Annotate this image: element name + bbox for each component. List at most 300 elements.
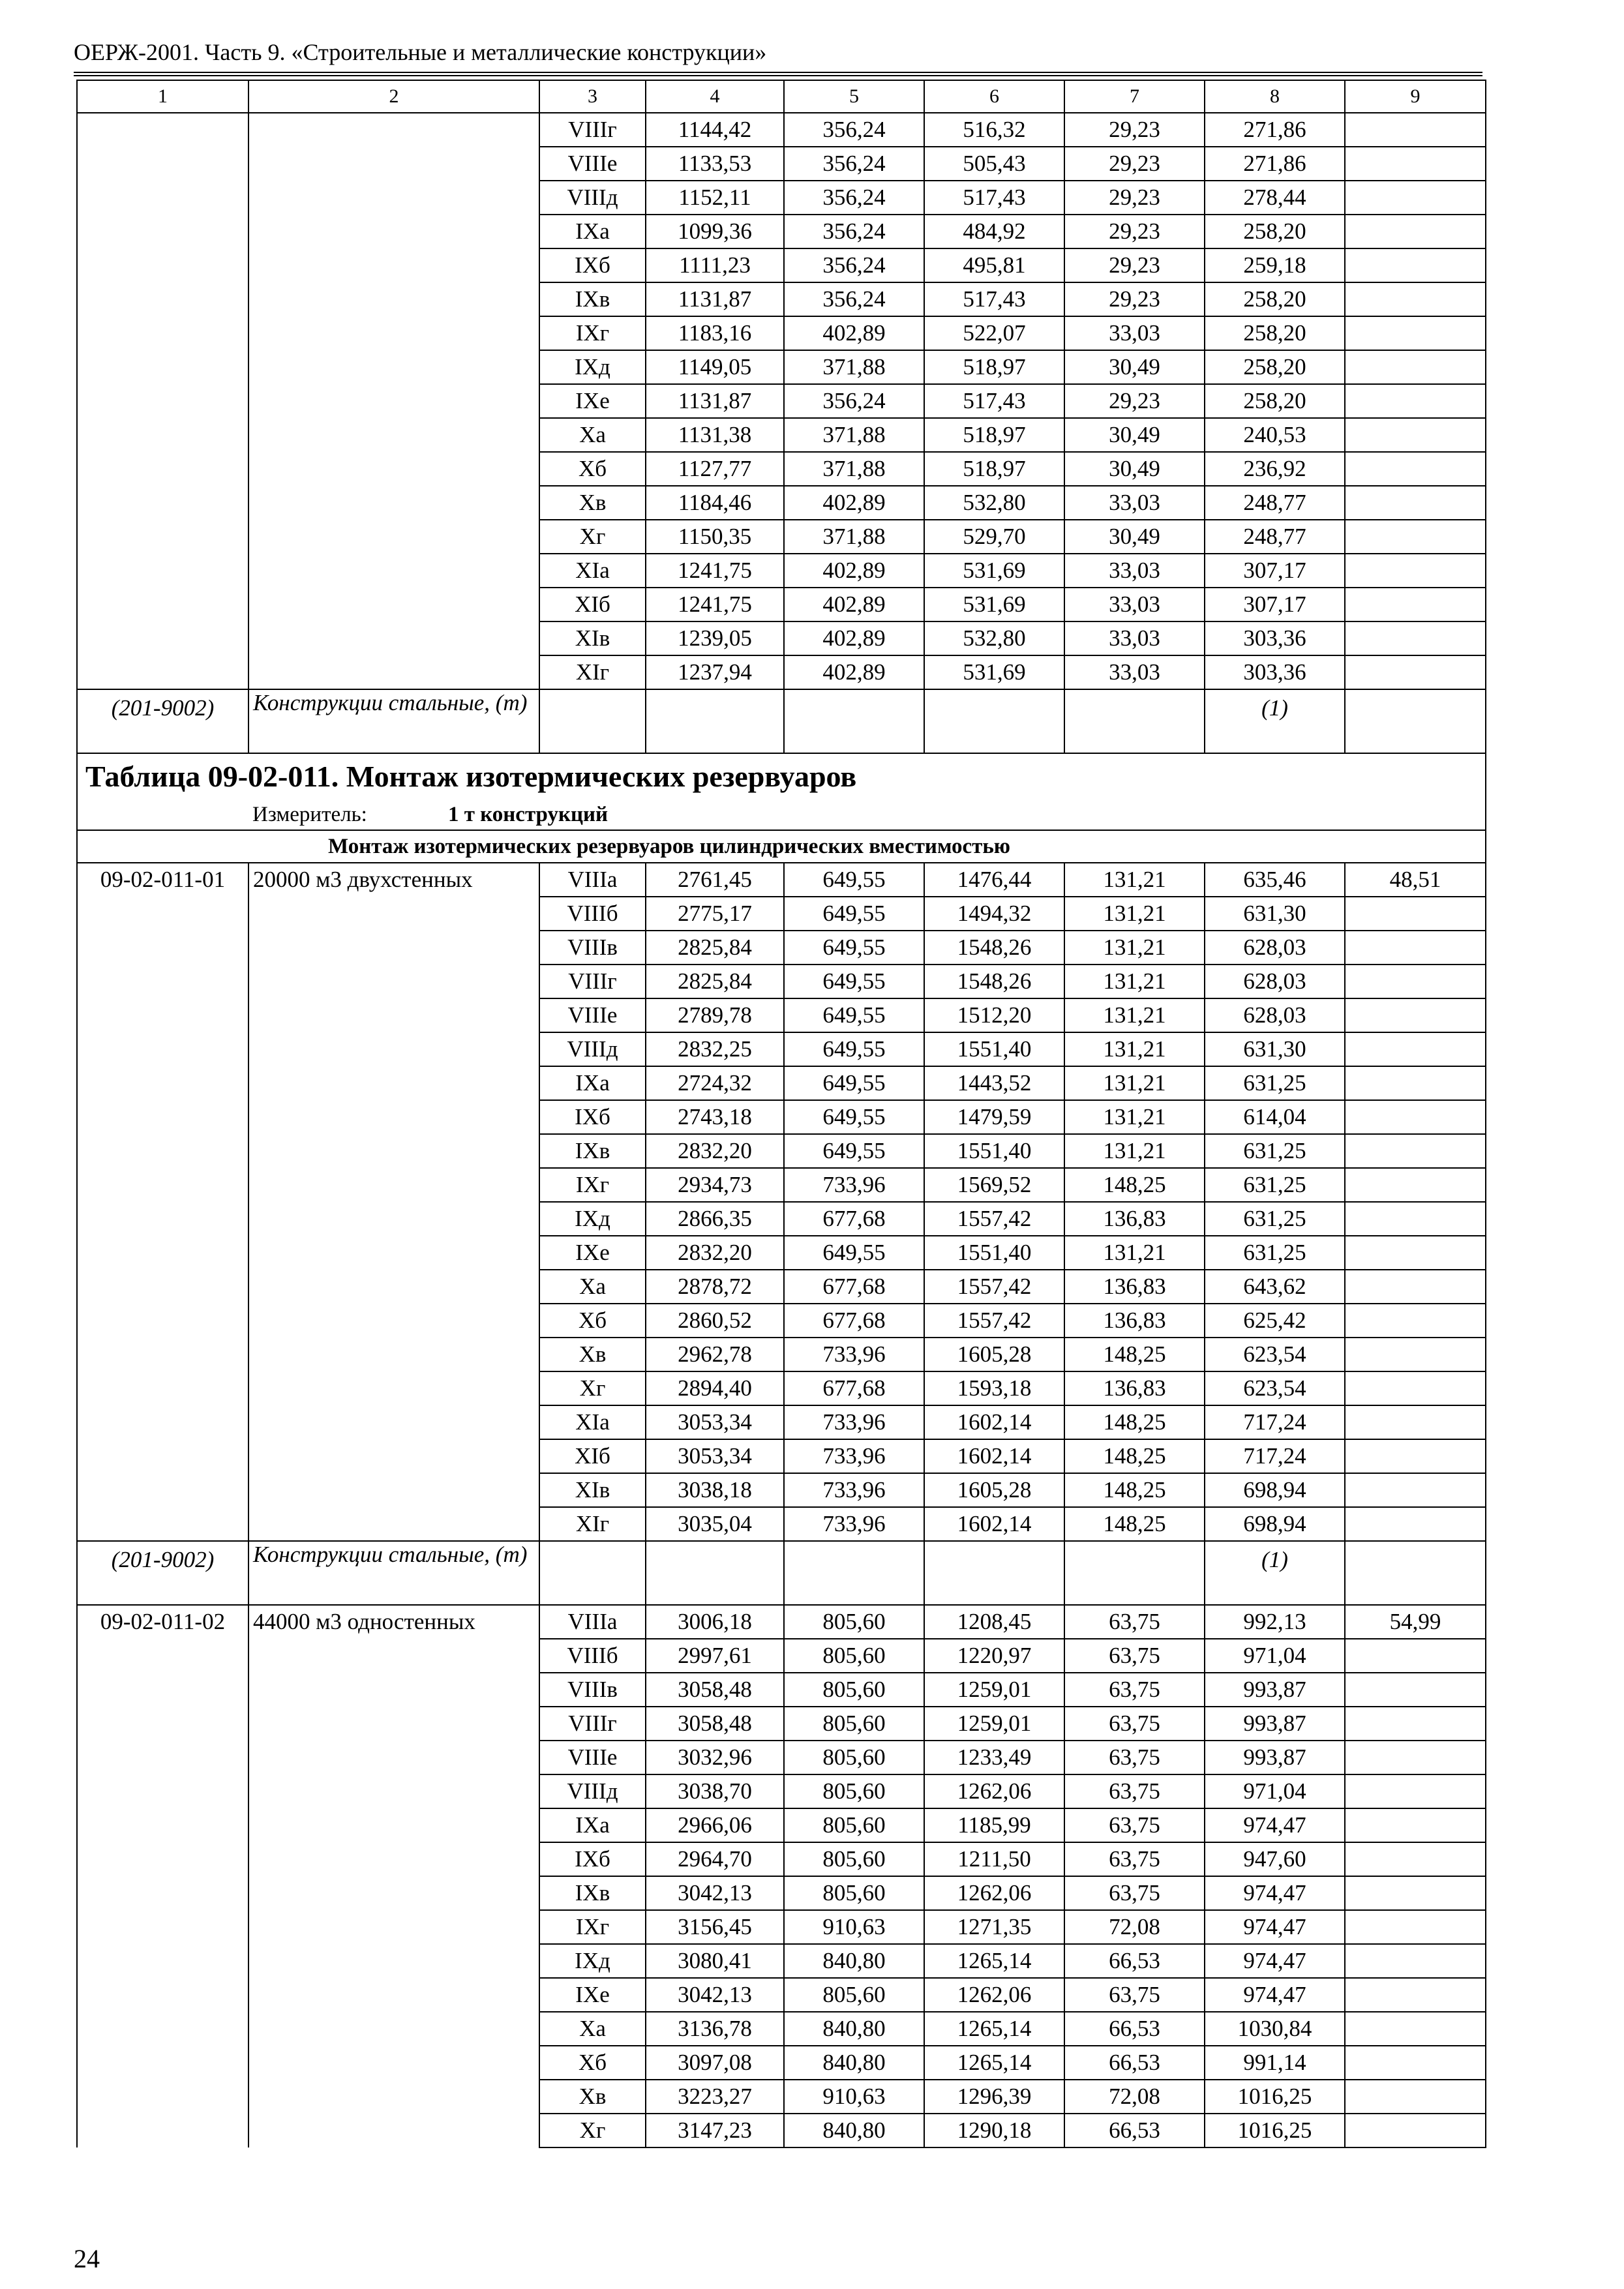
empty-cell <box>1345 1202 1486 1236</box>
rate-cell: 1265,14 <box>924 2012 1064 2046</box>
rate-cell: 66,53 <box>1064 2012 1205 2046</box>
rate-cell: 29,23 <box>1064 248 1205 282</box>
rate-cell: 974,47 <box>1205 1876 1345 1910</box>
rate-cell: 1557,42 <box>924 1202 1064 1236</box>
empty-cell <box>1345 897 1486 931</box>
rate-cell: 635,46 <box>1205 863 1345 897</box>
empty-cell <box>1345 1473 1486 1507</box>
empty-cell <box>1345 1876 1486 1910</box>
table-row <box>77 554 1486 588</box>
table-row <box>77 113 1486 147</box>
rate-cell: 136,83 <box>1064 1270 1205 1304</box>
table-row <box>77 1876 1486 1910</box>
empty-cell <box>1345 1707 1486 1741</box>
rate-cell: 33,03 <box>1064 588 1205 621</box>
empty-cell <box>1345 1944 1486 1978</box>
table-row <box>77 655 1486 689</box>
rate-cell: 1220,97 <box>924 1639 1064 1673</box>
rate-cell: 1296,39 <box>924 2080 1064 2114</box>
rate-cell: 631,25 <box>1205 1202 1345 1236</box>
empty-cell <box>248 1066 539 1100</box>
table-row <box>77 452 1486 486</box>
labor-cost-cell: 48,51 <box>1345 863 1486 897</box>
rate-cell: 148,25 <box>1064 1473 1205 1507</box>
rate-cell: Xв <box>539 2080 646 2114</box>
empty-cell <box>1345 384 1486 418</box>
empty-cell <box>1345 113 1486 147</box>
rate-cell: 1605,28 <box>924 1338 1064 1371</box>
empty-cell <box>248 588 539 621</box>
rate-cell: 3058,48 <box>646 1707 784 1741</box>
rate-cell: 643,62 <box>1205 1270 1345 1304</box>
resource-code: (201-9002) <box>77 689 248 753</box>
rate-cell: 649,55 <box>784 998 924 1032</box>
rate-cell: 371,88 <box>784 350 924 384</box>
empty-cell <box>77 1236 248 1270</box>
rate-cell: 2966,06 <box>646 1808 784 1842</box>
empty-cell <box>784 1541 924 1605</box>
rate-cell: XIб <box>539 1439 646 1473</box>
rate-cell: 2825,84 <box>646 965 784 998</box>
rate-cell: 805,60 <box>784 1808 924 1842</box>
rate-cell: 1262,06 <box>924 1978 1064 2012</box>
rate-cell: 733,96 <box>784 1473 924 1507</box>
table-row <box>77 1032 1486 1066</box>
empty-cell <box>539 1541 646 1605</box>
resource-name: Конструкции стальные, (т) <box>248 1541 539 1605</box>
empty-cell <box>248 1741 539 1774</box>
empty-cell <box>77 316 248 350</box>
rate-cell: 3006,18 <box>646 1605 784 1639</box>
rate-cell: 148,25 <box>1064 1405 1205 1439</box>
table-row <box>77 1371 1486 1405</box>
table-row <box>77 863 1486 897</box>
empty-cell <box>1345 1236 1486 1270</box>
column-number: 5 <box>784 80 924 113</box>
rate-cell: VIIIе <box>539 147 646 181</box>
empty-cell <box>248 2046 539 2080</box>
empty-cell <box>248 1944 539 1978</box>
empty-cell <box>1345 2080 1486 2114</box>
rate-cell: 72,08 <box>1064 2080 1205 2114</box>
rate-cell: 278,44 <box>1205 181 1345 215</box>
empty-cell <box>248 1405 539 1439</box>
rate-cell: 1494,32 <box>924 897 1064 931</box>
rate-cell: 974,47 <box>1205 1978 1345 2012</box>
table-row <box>77 1439 1486 1473</box>
empty-cell <box>77 1808 248 1842</box>
column-number-row <box>77 80 1486 113</box>
empty-cell <box>248 1304 539 1338</box>
rate-cell: XIа <box>539 1405 646 1439</box>
rate-cell: VIIIе <box>539 998 646 1032</box>
rate-cell: 1512,20 <box>924 998 1064 1032</box>
unit-value: 1 т конструкций <box>448 803 609 826</box>
rate-cell: 631,30 <box>1205 1032 1345 1066</box>
resource-row <box>77 1541 1486 1605</box>
rate-cell: 258,20 <box>1205 282 1345 316</box>
table-row <box>77 1473 1486 1507</box>
rate-cell: 484,92 <box>924 215 1064 248</box>
rate-cell: 518,97 <box>924 452 1064 486</box>
rate-cell: 3097,08 <box>646 2046 784 2080</box>
empty-cell <box>1345 1639 1486 1673</box>
table-row <box>77 965 1486 998</box>
rate-cell: 30,49 <box>1064 452 1205 486</box>
rate-cell: 259,18 <box>1205 248 1345 282</box>
rate-cell: 991,14 <box>1205 2046 1345 2080</box>
rate-cell: 805,60 <box>784 1842 924 1876</box>
table-row <box>77 1774 1486 1808</box>
empty-cell <box>248 1707 539 1741</box>
empty-cell <box>77 1270 248 1304</box>
rate-cell: 356,24 <box>784 181 924 215</box>
table-row <box>77 1066 1486 1100</box>
empty-cell <box>77 1673 248 1707</box>
empty-cell <box>77 2046 248 2080</box>
rate-cell: 63,75 <box>1064 1707 1205 1741</box>
empty-cell <box>77 1338 248 1371</box>
rate-cell: 993,87 <box>1205 1707 1345 1741</box>
rate-cell: 1152,11 <box>646 181 784 215</box>
rate-cell: 1265,14 <box>924 1944 1064 1978</box>
rate-cell: 131,21 <box>1064 965 1205 998</box>
empty-cell <box>1345 1842 1486 1876</box>
empty-cell <box>77 1741 248 1774</box>
rate-cell: 947,60 <box>1205 1842 1345 1876</box>
column-number: 6 <box>924 80 1064 113</box>
rate-cell: 531,69 <box>924 588 1064 621</box>
empty-cell <box>77 2012 248 2046</box>
rate-cell: 63,75 <box>1064 1774 1205 1808</box>
rate-cell: 63,75 <box>1064 1673 1205 1707</box>
table-row <box>77 897 1486 931</box>
rate-cell: 805,60 <box>784 1741 924 1774</box>
header-rule <box>74 72 1482 76</box>
empty-cell <box>77 1507 248 1541</box>
rate-cell: 649,55 <box>784 1032 924 1066</box>
rate-cell: 993,87 <box>1205 1673 1345 1707</box>
rate-cell: Xг <box>539 1371 646 1405</box>
rate-cell: 2832,20 <box>646 1236 784 1270</box>
item-name: 20000 м3 двухстенных <box>248 863 539 897</box>
rate-cell: 1265,14 <box>924 2046 1064 2080</box>
rate-cell: 505,43 <box>924 147 1064 181</box>
rate-cell: 717,24 <box>1205 1439 1345 1473</box>
empty-cell <box>248 621 539 655</box>
rate-cell: 517,43 <box>924 384 1064 418</box>
column-number: 4 <box>646 80 784 113</box>
rate-cell: 356,24 <box>784 248 924 282</box>
rate-cell: 258,20 <box>1205 350 1345 384</box>
resource-row <box>77 689 1486 753</box>
empty-cell <box>77 1944 248 1978</box>
rate-cell: 805,60 <box>784 1707 924 1741</box>
rate-cell: 303,36 <box>1205 655 1345 689</box>
rate-cell: 2878,72 <box>646 1270 784 1304</box>
empty-cell <box>248 1338 539 1371</box>
rate-cell: 1602,14 <box>924 1439 1064 1473</box>
rate-cell: 1144,42 <box>646 113 784 147</box>
empty-cell <box>77 1910 248 1944</box>
empty-cell <box>77 1134 248 1168</box>
empty-cell <box>77 897 248 931</box>
empty-cell <box>1345 2012 1486 2046</box>
empty-cell <box>77 1439 248 1473</box>
rate-cell: 3147,23 <box>646 2114 784 2147</box>
rate-cell: 910,63 <box>784 1910 924 1944</box>
table-row <box>77 1910 1486 1944</box>
rate-cell: 1557,42 <box>924 1270 1064 1304</box>
table-row <box>77 418 1486 452</box>
rate-cell: 1208,45 <box>924 1605 1064 1639</box>
rate-cell: 258,20 <box>1205 316 1345 350</box>
table-row <box>77 1236 1486 1270</box>
empty-cell <box>1345 655 1486 689</box>
column-number: 7 <box>1064 80 1205 113</box>
rate-cell: 649,55 <box>784 1134 924 1168</box>
rate-cell: 1259,01 <box>924 1707 1064 1741</box>
rate-cell: 131,21 <box>1064 1066 1205 1100</box>
rate-cell: 1548,26 <box>924 931 1064 965</box>
table-row <box>77 316 1486 350</box>
empty-cell <box>1345 1673 1486 1707</box>
empty-cell <box>77 486 248 520</box>
table-row <box>77 1639 1486 1673</box>
empty-cell <box>248 147 539 181</box>
rate-cell: 649,55 <box>784 897 924 931</box>
rate-cell: 623,54 <box>1205 1338 1345 1371</box>
rate-cell: 3035,04 <box>646 1507 784 1541</box>
empty-cell <box>248 554 539 588</box>
rates-table <box>76 80 1486 2148</box>
rate-cell: 1551,40 <box>924 1236 1064 1270</box>
rate-cell: 649,55 <box>784 965 924 998</box>
rate-cell: 1241,75 <box>646 554 784 588</box>
rate-cell: 66,53 <box>1064 2046 1205 2080</box>
rate-cell: 733,96 <box>784 1439 924 1473</box>
rate-cell: 131,21 <box>1064 897 1205 931</box>
rate-cell: VIIIд <box>539 181 646 215</box>
rate-cell: 402,89 <box>784 588 924 621</box>
empty-cell <box>248 248 539 282</box>
table-row <box>77 2046 1486 2080</box>
empty-cell <box>1345 621 1486 655</box>
rate-cell: Xг <box>539 2114 646 2147</box>
rate-cell: 3038,70 <box>646 1774 784 1808</box>
empty-cell <box>77 113 248 147</box>
empty-cell <box>77 384 248 418</box>
rate-cell: VIIIд <box>539 1032 646 1066</box>
rate-cell: 356,24 <box>784 384 924 418</box>
rate-cell: 1131,87 <box>646 384 784 418</box>
rate-cell: 522,07 <box>924 316 1064 350</box>
rate-cell: 805,60 <box>784 1605 924 1639</box>
rate-cell: 733,96 <box>784 1338 924 1371</box>
table-row <box>77 181 1486 215</box>
rate-cell: VIIIб <box>539 897 646 931</box>
rate-cell: 974,47 <box>1205 1808 1345 1842</box>
empty-cell <box>248 897 539 931</box>
rate-cell: 1211,50 <box>924 1842 1064 1876</box>
rate-cell: 1099,36 <box>646 215 784 248</box>
empty-cell <box>1345 1439 1486 1473</box>
empty-cell <box>248 350 539 384</box>
rate-cell: 517,43 <box>924 282 1064 316</box>
rate-cell: Xа <box>539 418 646 452</box>
empty-cell <box>77 350 248 384</box>
rate-cell: VIIIе <box>539 1741 646 1774</box>
empty-cell <box>248 181 539 215</box>
rate-cell: 63,75 <box>1064 1605 1205 1639</box>
rate-cell: 2894,40 <box>646 1371 784 1405</box>
rate-cell: 1479,59 <box>924 1100 1064 1134</box>
rate-cell: 3053,34 <box>646 1405 784 1439</box>
rate-cell: 72,08 <box>1064 1910 1205 1944</box>
empty-cell <box>77 520 248 554</box>
empty-cell <box>1345 1978 1486 2012</box>
empty-cell <box>1345 1304 1486 1338</box>
empty-cell <box>77 1371 248 1405</box>
rate-cell: IXв <box>539 1134 646 1168</box>
table-row <box>77 931 1486 965</box>
rate-cell: 532,80 <box>924 621 1064 655</box>
rate-cell: 1030,84 <box>1205 2012 1345 2046</box>
table-row <box>77 2114 1486 2147</box>
rate-cell: 805,60 <box>784 1673 924 1707</box>
rate-cell: 2743,18 <box>646 1100 784 1134</box>
rate-cell: 1290,18 <box>924 2114 1064 2147</box>
empty-cell <box>1345 215 1486 248</box>
table-row <box>77 1405 1486 1439</box>
empty-cell <box>248 1808 539 1842</box>
rate-cell: 3042,13 <box>646 1876 784 1910</box>
resource-quantity: (1) <box>1205 689 1345 753</box>
rate-cell: 148,25 <box>1064 1439 1205 1473</box>
empty-cell <box>1064 1541 1205 1605</box>
empty-cell <box>1345 1541 1486 1605</box>
rate-cell: 1443,52 <box>924 1066 1064 1100</box>
empty-cell <box>77 1100 248 1134</box>
rate-cell: 974,47 <box>1205 1944 1345 1978</box>
table-row <box>77 1168 1486 1202</box>
rate-cell: IXд <box>539 1944 646 1978</box>
rate-cell: 1149,05 <box>646 350 784 384</box>
empty-cell <box>1345 486 1486 520</box>
table-row <box>77 215 1486 248</box>
rate-cell: 29,23 <box>1064 282 1205 316</box>
rate-cell: XIб <box>539 588 646 621</box>
empty-cell <box>77 965 248 998</box>
rate-cell: 677,68 <box>784 1304 924 1338</box>
rate-cell: 631,30 <box>1205 897 1345 931</box>
rate-cell: IXб <box>539 248 646 282</box>
rate-cell: 628,03 <box>1205 965 1345 998</box>
empty-cell <box>248 486 539 520</box>
rate-cell: IXг <box>539 1910 646 1944</box>
rate-cell: 131,21 <box>1064 863 1205 897</box>
rate-cell: 698,94 <box>1205 1507 1345 1541</box>
empty-cell <box>248 965 539 998</box>
empty-cell <box>1345 1741 1486 1774</box>
column-number: 8 <box>1205 80 1345 113</box>
empty-cell <box>248 316 539 350</box>
table-row <box>77 1842 1486 1876</box>
rate-cell: Xа <box>539 1270 646 1304</box>
item-name: 44000 м3 одностенных <box>248 1605 539 1639</box>
rate-cell: 3042,13 <box>646 1978 784 2012</box>
rate-cell: 517,43 <box>924 181 1064 215</box>
rate-cell: 971,04 <box>1205 1774 1345 1808</box>
rate-cell: 649,55 <box>784 931 924 965</box>
empty-cell <box>248 1439 539 1473</box>
empty-cell <box>77 1202 248 1236</box>
empty-cell <box>248 2080 539 2114</box>
empty-cell <box>1345 998 1486 1032</box>
rate-cell: XIв <box>539 621 646 655</box>
rate-cell: VIIIд <box>539 1774 646 1808</box>
rate-cell: 131,21 <box>1064 1032 1205 1066</box>
empty-cell <box>248 1202 539 1236</box>
rate-cell: XIг <box>539 655 646 689</box>
rate-cell: 3038,18 <box>646 1473 784 1507</box>
rate-cell: 805,60 <box>784 1876 924 1910</box>
rate-cell: 677,68 <box>784 1202 924 1236</box>
table-row <box>77 1304 1486 1338</box>
rate-cell: 1111,23 <box>646 248 784 282</box>
empty-cell <box>248 1032 539 1066</box>
empty-cell <box>1345 452 1486 486</box>
rate-cell: VIIIв <box>539 931 646 965</box>
empty-cell <box>248 384 539 418</box>
rate-cell: 1183,16 <box>646 316 784 350</box>
rate-cell: XIа <box>539 554 646 588</box>
rate-cell: 29,23 <box>1064 384 1205 418</box>
empty-cell <box>248 282 539 316</box>
empty-cell <box>924 689 1064 753</box>
rate-cell: 628,03 <box>1205 931 1345 965</box>
rate-cell: VIIIг <box>539 965 646 998</box>
rate-cell: 1557,42 <box>924 1304 1064 1338</box>
empty-cell <box>1345 2046 1486 2080</box>
empty-cell <box>1345 1338 1486 1371</box>
rate-cell: 2964,70 <box>646 1842 784 1876</box>
rate-cell: Xб <box>539 1304 646 1338</box>
table-row <box>77 2012 1486 2046</box>
unit-row <box>77 800 1486 830</box>
empty-cell <box>248 1673 539 1707</box>
rate-cell: IXе <box>539 384 646 418</box>
empty-cell <box>77 248 248 282</box>
rate-cell: 1551,40 <box>924 1134 1064 1168</box>
rate-cell: 131,21 <box>1064 931 1205 965</box>
rate-cell: 131,21 <box>1064 1134 1205 1168</box>
rate-cell: 136,83 <box>1064 1202 1205 1236</box>
rate-cell: 2761,45 <box>646 863 784 897</box>
empty-cell <box>248 2114 539 2147</box>
empty-cell <box>1345 282 1486 316</box>
rate-cell: 240,53 <box>1205 418 1345 452</box>
rate-cell: 1237,94 <box>646 655 784 689</box>
rate-cell: IXв <box>539 1876 646 1910</box>
empty-cell <box>1345 1066 1486 1100</box>
rate-cell: VIIIа <box>539 863 646 897</box>
item-code: 09-02-011-01 <box>77 863 248 897</box>
section-title: Монтаж изотермических резервуаров цилиндрических вместимостью <box>77 830 1486 863</box>
rate-cell: 131,21 <box>1064 998 1205 1032</box>
rate-cell: 2775,17 <box>646 897 784 931</box>
rate-cell: 516,32 <box>924 113 1064 147</box>
